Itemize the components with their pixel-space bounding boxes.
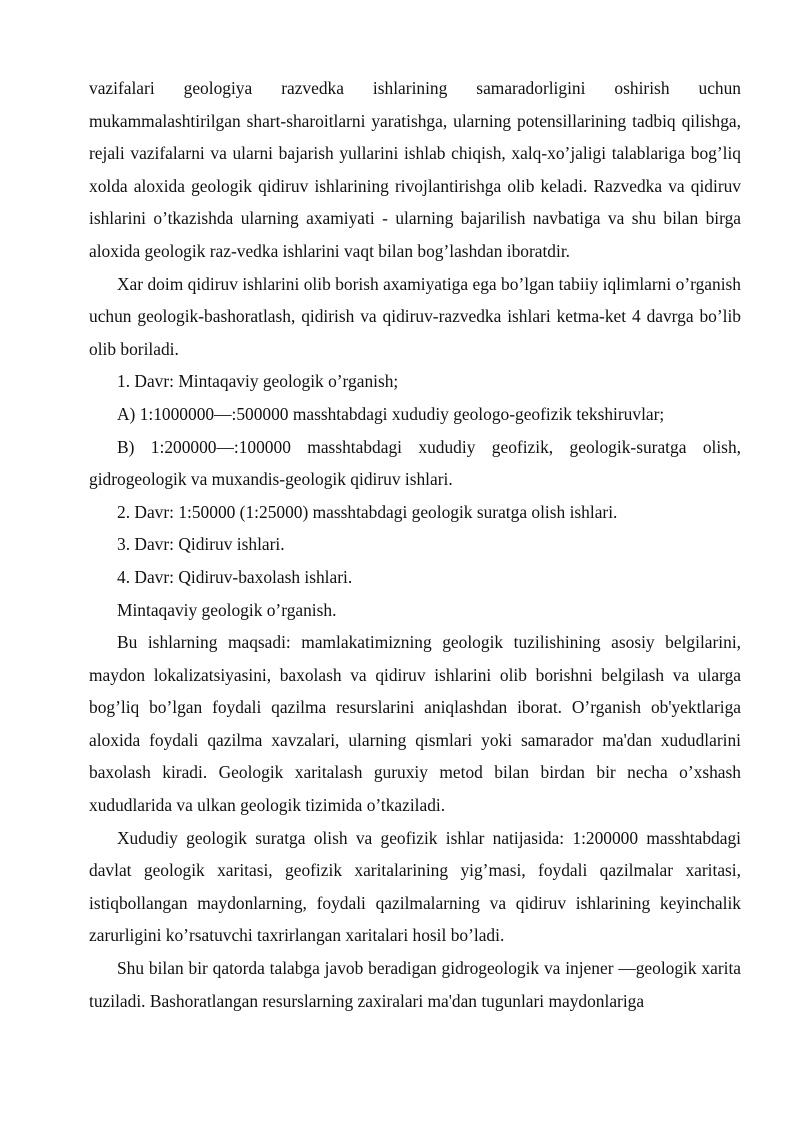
paragraph-hydrogeological-map: Shu bilan bir qatorda talabga javob beradigan gidrogeologik va injener —geologik xarita tuziladi. Bashoratlangan resurslarning zaxiralari ma'dan tugunlari maydonlariga [89,958,741,1011]
list-item-period-1-a: A) 1:1000000—:500000 masshtabdagi xududiy geologo-geofizik tekshiruvlar; [117,403,665,424]
list-item-period-3: 3. Davr: Qidiruv ishlari. [117,534,285,555]
paragraph-regional-survey-results: Xududiy geologik suratga olish va geofizik ishlar natijasida: 1:200000 masshtabdagi davlat geologik xaritasi, geofizik xaritalarining yig’masi, foydali qazilmalar xaritasi, istiqbollangan maydonlarning, foydali qazilmalarning va qidiruv ishlarining keyinchalik zarurligini ko’rsatuvchi taxrirlangan xaritalari hosil bo’ladi. [89,827,741,946]
paragraph-exploration-periods: Xar doim qidiruv ishlarini olib borish axamiyatiga ega bo’lgan tabiiy iqlimlarni o’rganish uchun geologik-bashoratlash, qidirish va qidiruv-razvedka ishlari ketma-ket 4 davrga bo’lib olib boriladi. [89,273,741,359]
list-item-period-2: 2. Davr: 1:50000 (1:25000) masshtabdagi geologik suratga olish ishlari. [117,501,618,522]
section-heading-regional-study: Mintaqaviy geologik o’rganish. [117,599,337,620]
list-item-period-1: 1. Davr: Mintaqaviy geologik o’rganish; [117,371,399,392]
paragraph-intro-continuation: vazifalari geologiya razvedka ishlarining samaradorligini oshirish uchun mukammalashtirilgan shart-sharoitlarni yaratishga, ularning potensillarining tadbiq qilishga, rejali vazifalarni va ularni bajarish yullarini ishlab chiqish, xalq-xo’jaligi talablariga bog’liq xolda aloxida geologik qidiruv ishlarining rivojlantirishga olib keladi. Razvedka va qidiruv ishlarini o’tkazishda ularning axamiyati - ularning bajarilish navbatiga va shu bilan birga aloxida geologik raz-vedka ishlarini vaqt bilan bog’lashdan iboratdir. [89,78,741,261]
list-item-period-4: 4. Davr: Qidiruv-baxolash ishlari. [117,566,353,587]
document-page [89,72,741,1017]
list-item-period-1-b: B) 1:200000—:100000 masshtabdagi xududiy geofizik, geologik-suratga olish, gidrogeologik va muxandis-geologik qidiruv ishlari. [89,436,741,490]
paragraph-regional-study-purpose: Bu ishlarning maqsadi: mamlakatimizning geologik tuzilishining asosiy belgilarini, maydon lokalizatsiyasini, baxolash va qidiruv ishlarini olib borishni belgilash va ularga bog’liq bo’lgan foydali qazilma resurslarini aniqlashdan iborat. O’rganish ob'yektlariga aloxida foydali qazilma xavzalari, ularning qismlari yoki samarador ma'dan xududlarini baxolash kiradi. Geologik xaritalash guruxiy metod bilan birdan bir necha o’xshash xududlarida va ulkan geologik tizimida o’tkaziladi. [89,632,741,816]
